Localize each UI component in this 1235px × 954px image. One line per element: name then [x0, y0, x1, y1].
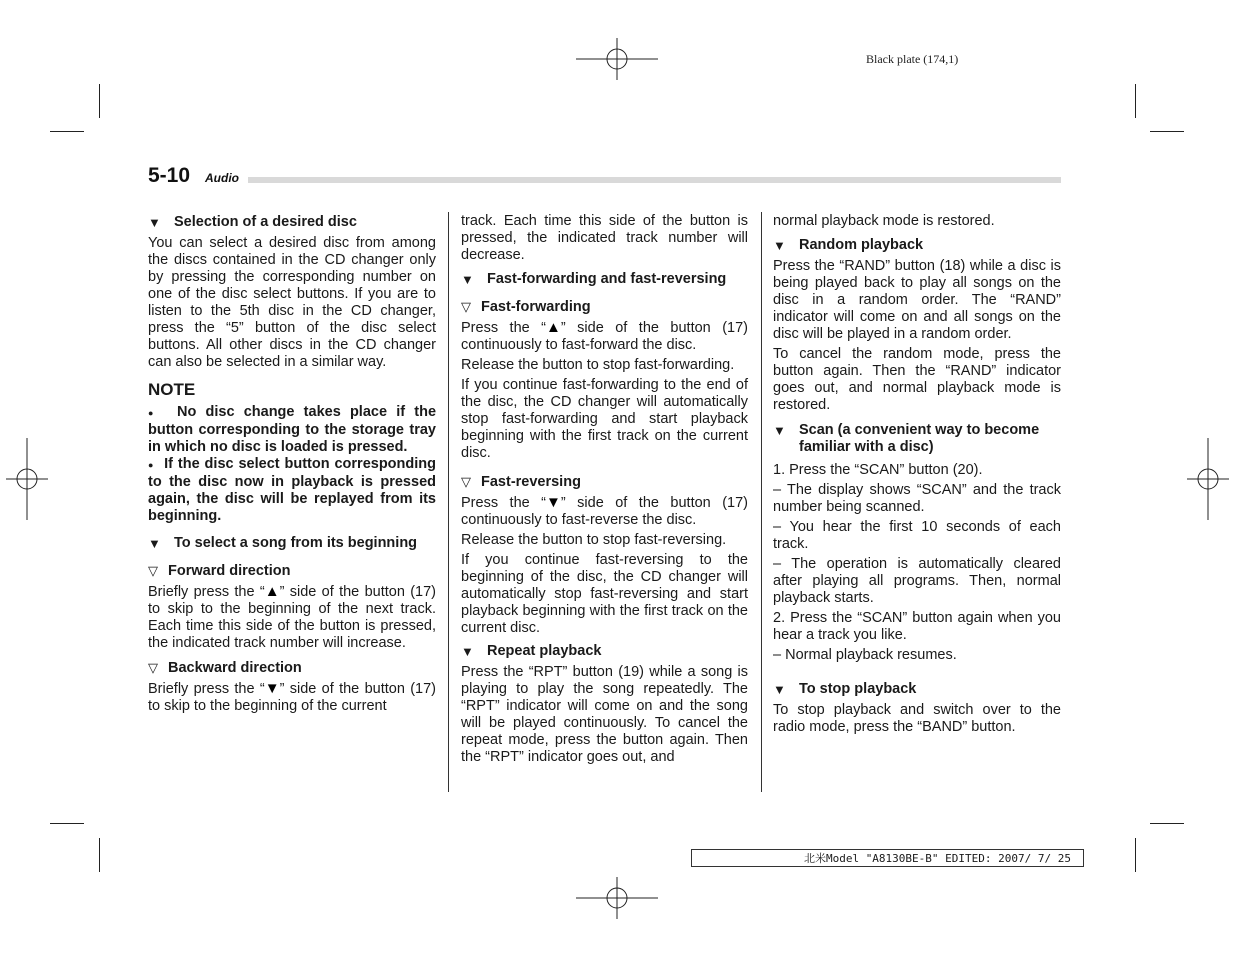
- heading: ▼ Repeat playback: [461, 643, 602, 659]
- paragraph: Briefly press the “▲” side of the button (17) to skip to the beginning of the next track. Each time this side of the button is pressed, the indicated track number will increase.: [148, 583, 436, 651]
- step: 1. Press the “SCAN” button (20).: [773, 462, 983, 478]
- up-arrow-icon: ▲: [264, 583, 280, 600]
- step: 2. Press the “SCAN” button again when you hear a track you like.: [773, 610, 1061, 643]
- paragraph: To stop playback and switch over to the radio mode, press the “BAND” button.: [773, 702, 1061, 735]
- paragraph: track. Each time this side of the button is pressed, the indicated track number will decrease.: [461, 213, 748, 263]
- column-divider: [448, 212, 449, 792]
- paragraph: Press the “▲” side of the button (17) continuously to fast-forward the disc.: [461, 319, 749, 353]
- registration-mark-top: [576, 38, 658, 80]
- paragraph: Press the “RAND” button (18) while a disc is being played back to play all songs on the disc in a random order. The “RAND” indicator will come on and all songs on the disc will be played in a random order.: [773, 258, 1061, 342]
- crop-mark: [1150, 131, 1184, 132]
- crop-mark: [1135, 838, 1136, 872]
- column-divider: [761, 212, 762, 792]
- page-number: 5-10: [148, 164, 191, 187]
- down-arrow-icon: ▼: [264, 680, 280, 697]
- paragraph: If you continue fast-reversing to the beginning of the disc, the CD changer will automatically stop fast-reversing and start playback beginning with the first track on the current disc.: [461, 552, 748, 636]
- crop-mark: [99, 84, 100, 118]
- paragraph: To cancel the random mode, press the button again. Then the “RAND” indicator goes out, and normal playback mode is restored.: [773, 346, 1061, 413]
- crop-mark: [1150, 823, 1184, 824]
- column-2: [461, 213, 748, 769]
- solid-triangle-icon: ▼: [773, 682, 786, 697]
- registration-mark-left: [6, 438, 48, 520]
- subheading: ▽ Fast-reversing: [461, 474, 581, 490]
- down-arrow-icon: ▼: [546, 494, 561, 511]
- paragraph: Release the button to stop fast-forwarding.: [461, 357, 735, 373]
- subheading: ▽ Fast-forwarding: [461, 299, 591, 315]
- paragraph: Press the “▼” side of the button (17) continuously to fast-reverse the disc.: [461, 494, 749, 528]
- paragraph: normal playback mode is restored.: [773, 213, 995, 229]
- subheading: ▽ Backward direction: [148, 660, 302, 676]
- outline-triangle-icon: ▽: [148, 563, 158, 578]
- crop-mark: [1135, 84, 1136, 118]
- heading: ▼ Random playback: [773, 237, 924, 253]
- outline-triangle-icon: ▽: [461, 299, 471, 314]
- subheading: ▽ Forward direction: [148, 563, 291, 579]
- heading: ▼ Selection of a desired disc: [148, 214, 357, 230]
- heading: ▼ To select a song from its beginning: [148, 535, 418, 551]
- solid-triangle-icon: ▼: [773, 423, 786, 438]
- solid-triangle-icon: ▼: [148, 536, 161, 551]
- note-item: ● No disc change takes place if the button corresponding to the storage tray in which no disc is loaded is pressed.: [148, 404, 437, 455]
- step: – Normal playback resumes.: [773, 647, 957, 663]
- paragraph: If you continue fast-forwarding to the end of the disc, the CD changer will automatically stop fast-forwarding and start playback beginning with the first track on the current disc.: [461, 377, 748, 461]
- outline-triangle-icon: ▽: [461, 474, 471, 489]
- note-title: NOTE: [148, 380, 196, 399]
- paragraph: Release the button to stop fast-reversing.: [461, 532, 727, 548]
- registration-mark-right: [1187, 438, 1229, 520]
- solid-triangle-icon: ▼: [461, 644, 474, 659]
- paragraph: Press the “RPT” button (19) while a song is playing to play the song repeatedly. The “RPT” indicator will come on and the song will be played continuously. To cancel the repeat mode, press the button again. Then the “RPT” indicator goes out, and: [461, 664, 748, 765]
- outline-triangle-icon: ▽: [148, 660, 158, 675]
- crop-mark: [50, 131, 84, 132]
- solid-triangle-icon: ▼: [148, 215, 161, 230]
- page-header: [148, 164, 1061, 188]
- crop-mark: [50, 823, 84, 824]
- bullet-icon: ●: [148, 408, 159, 418]
- heading: ▼ Fast-forwarding and fast-reversing: [461, 271, 727, 287]
- bullet-icon: ●: [148, 460, 155, 470]
- plate-label: Black plate (174,1): [866, 52, 959, 66]
- note-item: ● If the disc select button corresponding to the disc now in playback is pressed again, the disc will be replayed from its beginning.: [148, 456, 436, 524]
- footer-edit-label: 北米Model "A8130BE-B" EDITED: 2007/ 7/ 25: [691, 849, 1084, 867]
- solid-triangle-icon: ▼: [461, 272, 474, 287]
- heading: ▼ To stop playback: [773, 681, 917, 697]
- registration-mark-bottom: [576, 877, 658, 919]
- heading: ▼ Scan (a convenient way to become familiar with a disc): [773, 422, 1040, 455]
- section-title: Audio: [205, 171, 239, 185]
- column-1: [148, 214, 436, 718]
- up-arrow-icon: ▲: [546, 319, 561, 336]
- solid-triangle-icon: ▼: [773, 238, 786, 253]
- column-3: [773, 213, 1061, 739]
- step: – You hear the first 10 seconds of each track.: [773, 519, 1061, 552]
- crop-mark: [99, 838, 100, 872]
- step: – The display shows “SCAN” and the track number being scanned.: [773, 482, 1061, 515]
- header-rule: [248, 177, 1061, 183]
- paragraph: You can select a desired disc from among the discs contained in the CD changer only by pressing the corresponding number on one of the disc select buttons. If you are to listen to the 5th disc in the CD changer, press the “5” button of the disc select buttons. All other discs in the CD changer can also be selected in a similar way.: [148, 235, 436, 370]
- step: – The operation is automatically cleared after playing all programs. Then, normal playback starts.: [773, 556, 1061, 606]
- paragraph: Briefly press the “▼” side of the button (17) to skip to the beginning of the current: [148, 680, 436, 714]
